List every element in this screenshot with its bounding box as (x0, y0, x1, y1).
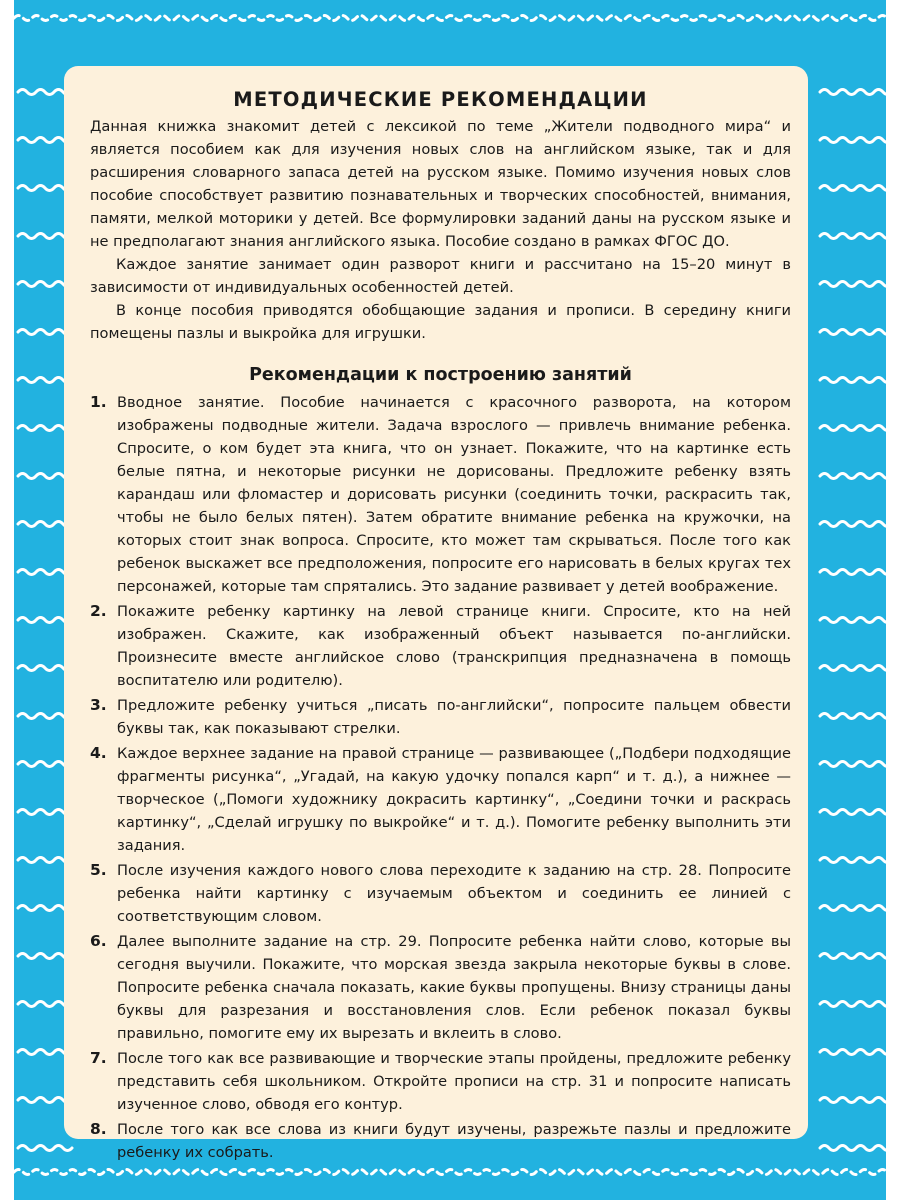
step-text: Покажите ребенку картинку на левой странице книги. Спросите, кто на ней изображен. Скажите, как изображенный объект называется по-английски. Произнесите вместе английское слово (транскрипция предназначена в помощь воспитателю или родителю). (117, 603, 791, 689)
wave-line (820, 474, 886, 479)
wave-line (820, 858, 886, 863)
wave-line (820, 90, 886, 95)
step-item (90, 694, 791, 740)
wave-line (820, 762, 886, 767)
step-item (90, 859, 791, 928)
wave-line (820, 186, 886, 191)
wave-line (820, 954, 886, 959)
step-text: После того как все слова из книги будут изучены, разрежьте пазлы и предложите ребенку их собрать. (117, 1121, 791, 1161)
step-item (90, 600, 791, 692)
wave-line (18, 1146, 72, 1151)
step-number: 7. (90, 1049, 107, 1067)
step-number: 4. (90, 744, 107, 762)
step-text: Вводное занятие. Пособие начинается с красочного разворота, на котором изображены подводные жители. Задача взрослого — привлечь внимание ребенка. Спросите, о ком будет эта книга, что он узнает. Покажите, что на картинке есть белые пятна, и некоторые рисунки не дорисованы. Предложите ребенку взять карандаш или фломастер и дорисовать рисунки (соединить точки, раскрасить так, чтобы не было белых пятен). Затем обратите внимание ребенка на кружочки, на которых стоит знак вопроса. Спросите, кто может там скрываться. После того как ребенок выскажет все предположения, попросите его нарисовать в белых кругах тех персонажей, которые там спрятались. Это задание развивает у детей воображение. (117, 394, 791, 595)
wave-line (820, 282, 886, 287)
steps-list (90, 391, 791, 1164)
step-text: Предложите ребенку учиться „писать по-английски“, попросите пальцем обвести буквы так, как показывают стрелки. (117, 697, 791, 737)
wave-line (820, 234, 886, 239)
step-item (90, 930, 791, 1045)
step-number: 2. (90, 602, 107, 620)
step-text: Каждое верхнее задание на правой странице — развивающее („Подбери подходящие фрагменты рисунка“, „Угадай, на какую удочку попался карп“ и т. д.), а нижнее — творческое („Помоги художнику докрасить картинку“, „Соедини точки и раскрась картинку“, „Сделай игрушку по выкройке“ и т. д.). Помогите ребенку выполнить эти задания. (117, 745, 791, 854)
step-number: 1. (90, 393, 107, 411)
wave-line (820, 570, 886, 575)
wave-line (820, 138, 886, 143)
wave-line (820, 426, 886, 431)
step-number: 6. (90, 932, 107, 950)
wave-line (820, 522, 886, 527)
wave-line (820, 1146, 886, 1151)
wave-line (820, 906, 886, 911)
wave-line (820, 378, 886, 383)
step-item (90, 1118, 791, 1164)
wave-line (820, 330, 886, 335)
wave-line (820, 618, 886, 623)
step-number: 3. (90, 696, 107, 714)
wave-line (14, 1170, 886, 1175)
section-subtitle: Рекомендации к построению занятий (249, 365, 632, 385)
wave-line (820, 810, 886, 815)
intro-paragraph-2: Каждое занятие занимает один разворот книги и рассчитано на 15–20 минут в зависимости от индивидуальных особенностей детей. (90, 256, 791, 296)
step-item (90, 742, 791, 857)
intro-paragraph-1: Данная книжка знакомит детей с лексикой по теме „Жители подводного мира“ и является пособием как для изучения новых слов на английском языке, так и для расширения словарного запаса детей на русском языке. Помимо изучения новых слов пособие способствует развитию познавательных и творческих способностей, внимания, памяти, мелкой моторики у детей. Все формулировки заданий даны на русском языке и не предполагают знания английского языка. Пособие создано в рамках ФГОС ДО. (90, 118, 791, 250)
page-title: МЕТОДИЧЕСКИЕ РЕКОМЕНДАЦИИ (233, 88, 648, 111)
wave-line (14, 16, 886, 21)
wave-line (820, 714, 886, 719)
intro-paragraph-3: В конце пособия приводятся обобщающие задания и прописи. В середину книги помещены пазлы и выкройка для игрушки. (90, 302, 791, 342)
step-number: 8. (90, 1120, 107, 1138)
step-item (90, 391, 791, 598)
wave-line (820, 666, 886, 671)
recommendations-card (64, 66, 808, 1161)
step-text: После того как все развивающие и творческие этапы пройдены, предложите ребенку представить себя школьником. Откройте прописи на стр. 31 и попросите написать изученное слово, обводя его контур. (117, 1050, 791, 1113)
step-item (90, 1047, 791, 1116)
wave-line (820, 1050, 886, 1055)
step-text: После изучения каждого нового слова переходите к заданию на стр. 28. Попросите ребенка найти картинку с изучаемым объектом и соединить ее линией с соответствующим словом. (117, 862, 791, 925)
step-number: 5. (90, 861, 107, 879)
wave-line (820, 1098, 886, 1103)
wave-line (820, 1002, 886, 1007)
step-text: Далее выполните задание на стр. 29. Попросите ребенка найти слово, которые вы сегодня выучили. Покажите, что морская звезда закрыла некоторые буквы в слове. Попросите ребенка сначала показать, какие буквы пропущены. Внизу страницы даны буквы для разрезания и восстановления слов. Если ребенок показал буквы правильно, помогите ему их вырезать и вклеить в слово. (117, 933, 791, 1042)
